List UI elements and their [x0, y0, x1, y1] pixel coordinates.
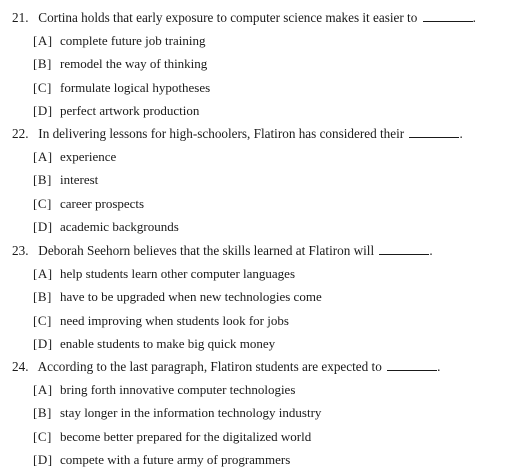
option-letter: [A] [33, 149, 53, 164]
answer-blank [379, 242, 429, 255]
question-stem [12, 122, 522, 145]
option-c [12, 309, 522, 332]
option-letter: [B] [33, 289, 52, 305]
option-letter: [C] [33, 428, 52, 444]
question-end: . [459, 126, 463, 141]
option-letter: [C] [33, 79, 52, 95]
option-text: formulate logical hypotheses [60, 79, 211, 95]
option-text: compete with a future army of programmers [60, 451, 291, 467]
option-c [12, 425, 522, 448]
question-22 [12, 122, 522, 238]
question-24 [12, 355, 522, 471]
question-21 [12, 6, 522, 122]
option-text: career prospects [60, 195, 145, 211]
option-letter: [B] [33, 172, 52, 188]
option-letter: [C] [33, 312, 52, 328]
option-text: complete future job training [60, 33, 206, 48]
question-stem [12, 239, 522, 262]
option-letter: [D] [33, 335, 53, 351]
question-23 [12, 239, 522, 355]
option-d [12, 99, 522, 122]
option-c [12, 76, 522, 99]
question-text: In delivering lessons for high-schoolers, Flatiron has considered their [38, 126, 405, 141]
option-letter: [A] [33, 382, 53, 397]
question-end: . [437, 359, 441, 374]
option-text: need improving when students look for jobs [60, 312, 289, 328]
option-text: academic backgrounds [60, 218, 179, 234]
question-text: Deborah Seehorn believes that the skills learned at Flatiron will [38, 243, 375, 258]
option-c [12, 192, 522, 215]
option-d [12, 448, 522, 471]
option-letter: [A] [33, 266, 53, 281]
question-number: 22. [12, 126, 29, 141]
question-stem [12, 355, 522, 378]
question-end: . [429, 243, 433, 258]
question-number: 21. [12, 10, 29, 25]
option-text: help students learn other computer languages [60, 266, 296, 281]
answer-blank [423, 9, 473, 22]
option-letter: [D] [33, 218, 53, 234]
option-a [12, 29, 522, 52]
option-letter: [D] [33, 451, 53, 467]
question-end: . [472, 10, 476, 25]
option-text: enable students to make big quick money [60, 335, 276, 351]
option-b [12, 52, 522, 75]
option-letter: [C] [33, 195, 52, 211]
option-a [12, 378, 522, 401]
option-text: interest [60, 172, 99, 188]
option-b [12, 168, 522, 191]
option-text: stay longer in the information technology industry [60, 405, 322, 421]
option-text: experience [60, 149, 117, 164]
option-letter: [B] [33, 405, 52, 421]
option-text: bring forth innovative computer technologies [60, 382, 296, 397]
option-text: perfect artwork production [60, 102, 200, 118]
option-text: remodel the way of thinking [60, 56, 208, 72]
option-letter: [B] [33, 56, 52, 72]
answer-blank [387, 358, 437, 371]
option-d [12, 215, 522, 238]
option-b [12, 401, 522, 424]
question-number: 23. [12, 243, 29, 258]
question-text: According to the last paragraph, Flatiron students are expected to [37, 359, 382, 374]
question-number: 24. [12, 359, 29, 374]
option-a [12, 262, 522, 285]
option-b [12, 285, 522, 308]
question-stem [12, 6, 522, 29]
answer-blank [409, 125, 459, 138]
question-text: Cortina holds that early exposure to computer science makes it easier to [38, 10, 418, 25]
option-letter: [A] [33, 33, 53, 48]
option-d [12, 332, 522, 355]
option-text: become better prepared for the digitalized world [60, 428, 312, 444]
option-a [12, 145, 522, 168]
option-text: have to be upgraded when new technologies come [60, 289, 322, 305]
option-letter: [D] [33, 102, 53, 118]
